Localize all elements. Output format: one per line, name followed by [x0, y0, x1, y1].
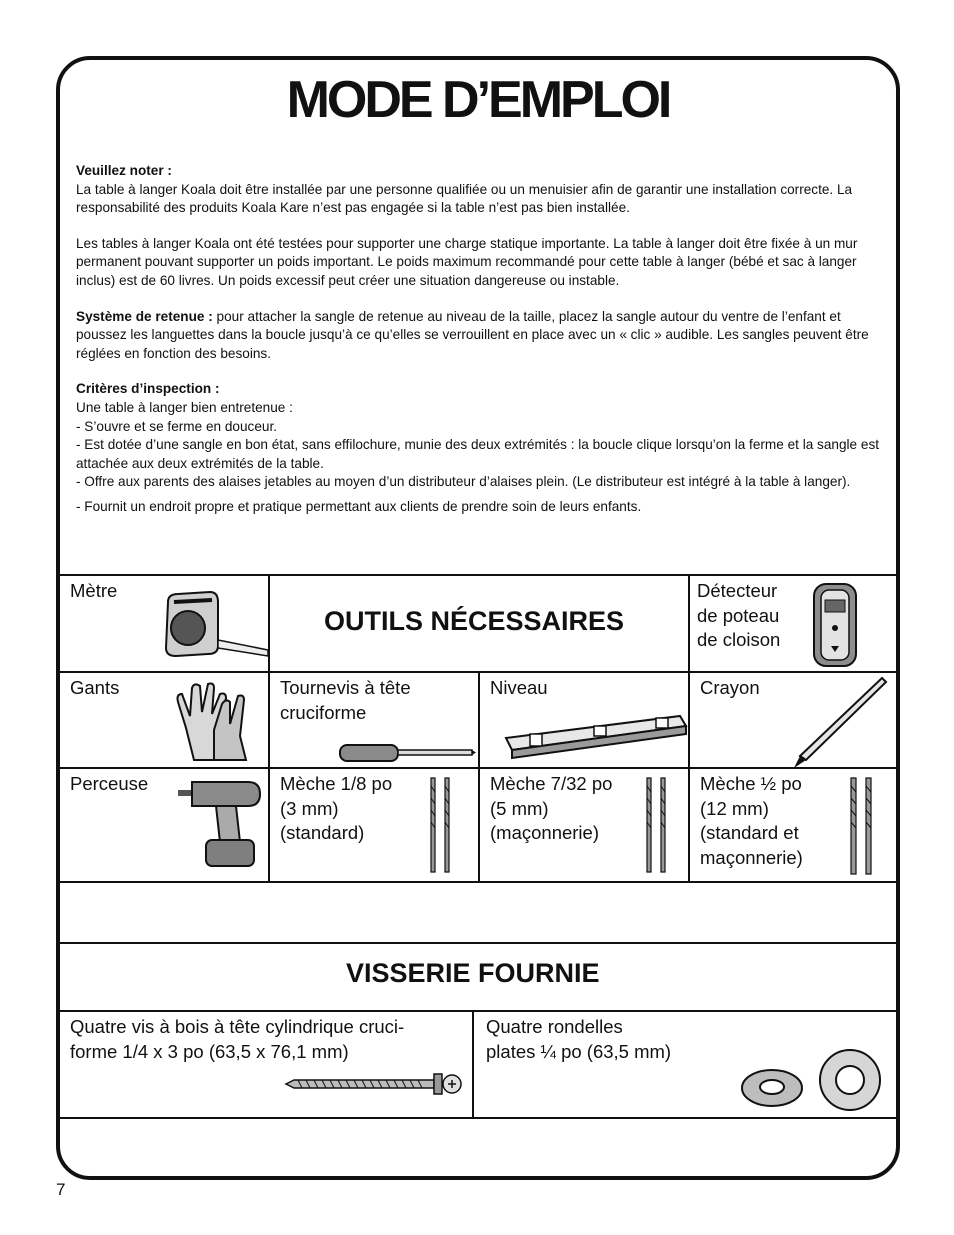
bit-small-label-line: Mèche 1/8 po — [280, 773, 393, 794]
restraint-body: pour attacher la sangle de retenue au niveau de la taille, placez la sangle autour du ventre de l’enfant et poussez les languettes dans la boucle jusqu’à ce qu’elles se verrouillent en place avec un « clic » audible. Les sangles peuvent être réglées en fonction des besoins. — [76, 308, 869, 361]
bit-large-label — [700, 772, 803, 870]
inspection-item: - S’ouvre et se ferme en douceur. — [76, 418, 277, 434]
drill-bit-icon — [644, 776, 668, 874]
drill-icon — [176, 778, 264, 870]
instruction-frame — [56, 56, 900, 1180]
grid-line — [60, 1117, 896, 1119]
stud-finder-label-line: Détecteur — [697, 580, 778, 601]
pencil-label: Crayon — [700, 677, 760, 698]
grid-line — [688, 574, 690, 883]
page-title: MODE D’EMPLOI — [286, 71, 670, 129]
level-icon — [504, 712, 688, 762]
screw-icon — [284, 1072, 460, 1096]
screws-label-line: Quatre vis à bois à tête cylindrique cruci- — [70, 1016, 405, 1037]
level-label: Niveau — [490, 677, 548, 698]
bit-large-label-line: (12 mm) — [700, 797, 769, 819]
bit-large-label-line: maçonnerie) — [700, 846, 803, 868]
screwdriver-label-line: cruciforme — [280, 701, 367, 723]
screwdriver-label — [280, 676, 411, 725]
stud-finder-label — [697, 579, 780, 653]
tape-measure-icon — [160, 590, 270, 666]
washers-label — [486, 1015, 671, 1064]
inspection-heading: Critères d’inspection : — [76, 381, 220, 397]
bit-small-label-line: (3 mm) — [280, 797, 339, 819]
gloves-label: Gants — [70, 677, 120, 698]
hardware-heading: VISSERIE FOURNIE — [346, 958, 600, 988]
screwdriver-label-line: Tournevis à tête — [280, 677, 411, 698]
stud-finder-label-line: de poteau — [697, 604, 780, 626]
inspection-item: - Offre aux parents des alaises jetables au moyen d’un distributeur d’alaises plein. (Le distributeur est intégré à la table à langer). — [76, 474, 851, 490]
grid-line — [472, 1010, 474, 1119]
bit-medium-label-line: (maçonnerie) — [490, 822, 599, 843]
stud-finder-icon — [810, 582, 860, 668]
restraint-heading: Système de retenue : — [76, 308, 213, 324]
load-paragraph: Les tables à langer Koala ont été testées pour supporter une charge statique importante. La table à langer doit être fixée à un mur permanent pouvant supporter un poids important. Le poids maximum recommandé pour cette table à langer (bébé et sac à langer inclus) est de 60 livres. Un poids excessif peut créer une situation dangereuse ou instable. — [76, 235, 858, 288]
grid-line — [478, 671, 480, 883]
screwdriver-icon — [338, 742, 476, 764]
note-block — [76, 162, 884, 218]
gloves-icon — [164, 680, 250, 762]
inspection-item-last: - Fournit un endroit propre et pratique permettant aux clients de prendre soin de leurs enfants. — [76, 498, 642, 514]
restraint-paragraph — [76, 308, 884, 364]
pencil-icon — [792, 676, 888, 770]
grid-line — [60, 1010, 896, 1012]
bit-medium-label-line: (5 mm) — [490, 797, 549, 819]
tape-measure-label: Mètre — [70, 580, 118, 601]
note-heading: Veuillez noter : — [76, 163, 172, 178]
inspection-item: - Est dotée d’une sangle en bon état, sans effilochure, munie des deux extrémités : la boucle clique lorsqu’on la ferme et la sangle est attachée aux deux extrémités de la table. — [76, 437, 880, 471]
washers-label-line: plates ¼ po (63,5 mm) — [486, 1040, 672, 1062]
drill-bit-icon — [848, 776, 874, 876]
bit-small-label-line: (standard) — [280, 822, 365, 843]
washer-icon — [740, 1048, 886, 1112]
screws-label-line: forme 1/4 x 3 po (63,5 x 76,1 mm) — [70, 1040, 349, 1062]
bit-large-label-line: (standard et — [700, 822, 799, 843]
drill-bit-icon — [428, 776, 452, 874]
screws-label — [70, 1015, 404, 1064]
inspection-block — [76, 380, 884, 492]
bit-medium-label — [490, 772, 612, 846]
bit-large-label-line: Mèche ½ po — [700, 773, 802, 794]
bit-medium-label-line: Mèche 7/32 po — [490, 773, 613, 794]
note-body: La table à langer Koala doit être installée par une personne qualifiée ou un menuisier afin de garantir une installation correcte. La responsabilité des produits Koala Kare n’est pas engagée si la table n’est pas bien installée. — [76, 181, 853, 216]
page-number: 7 — [56, 1180, 66, 1199]
bit-small-label — [280, 772, 392, 846]
grid-line — [60, 574, 896, 576]
stud-finder-label-line: de cloison — [697, 629, 781, 650]
washers-label-line: Quatre rondelles — [486, 1016, 623, 1037]
instructions-text — [76, 162, 884, 534]
grid-line — [60, 942, 896, 944]
inspection-intro: Une table à langer bien entretenue : — [76, 399, 293, 415]
tools-heading: OUTILS NÉCESSAIRES — [324, 606, 625, 636]
drill-label: Perceuse — [70, 773, 149, 794]
